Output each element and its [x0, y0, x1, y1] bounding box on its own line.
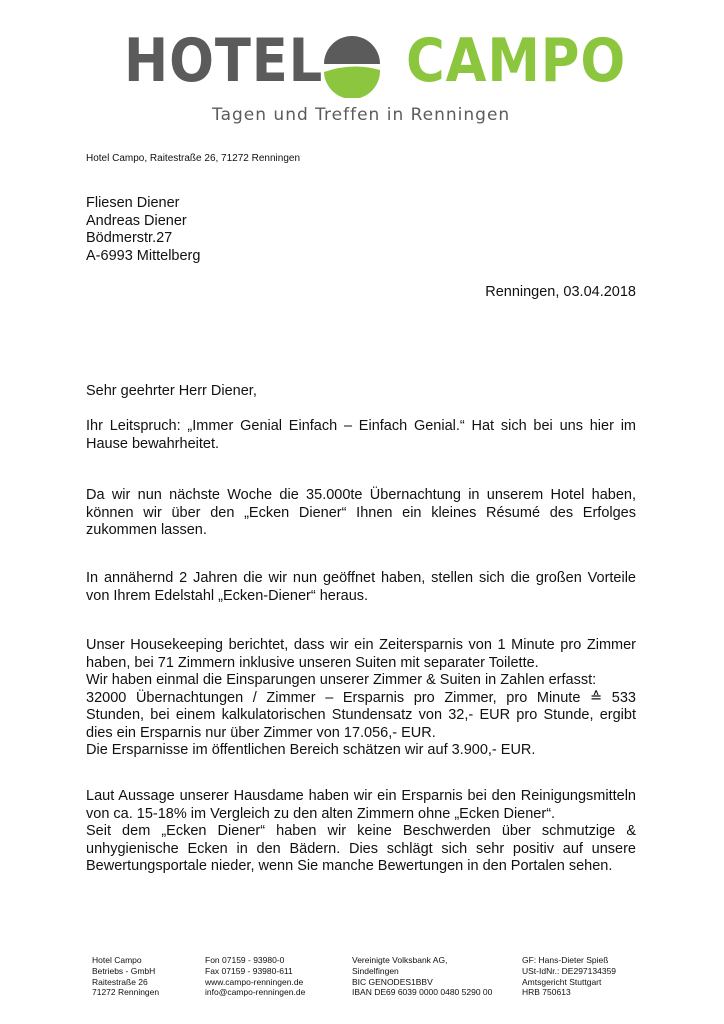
footer-line: info@campo-renningen.de	[205, 987, 306, 998]
sender-address-line: Hotel Campo, Raitestraße 26, 71272 Renningen	[86, 153, 301, 164]
paragraph-line: Ihr Leitspruch: „Immer Genial Einfach – Einfach Genial.“ Hat sich bei uns hier im Hause bewahrheitet.	[86, 418, 636, 452]
paragraph-line: Wir haben einmal die Einsparungen unserer Zimmer & Suiten in Zahlen erfasst:	[86, 672, 597, 688]
footer-line: IBAN DE69 6039 0000 0480 5290 00	[352, 987, 493, 998]
paragraph-5	[86, 788, 636, 876]
recipient-street: Bödmerstr.27	[86, 230, 173, 246]
footer-line: 71272 Renningen	[92, 987, 160, 998]
logo-tagline: Tagen und Treffen in Renningen	[212, 105, 511, 125]
paragraph-1	[86, 418, 636, 453]
footer-company	[92, 955, 159, 998]
paragraph-line: In annähernd 2 Jahren die wir nun geöffnet haben, stellen sich die großen Vorteile von Ihrem Edelstahl „Ecken-Diener“ heraus.	[86, 570, 636, 604]
logo-word-campo: CAMPO	[406, 26, 627, 96]
footer-line: Vereinigte Volksbank AG,	[352, 955, 448, 965]
footer-line: Hotel Campo	[92, 955, 142, 965]
footer-line: Betriebs - GmbH	[92, 965, 156, 976]
paragraph-line: Die Ersparnisse im öffentlichen Bereich schätzen wir auf 3.900,- EUR.	[86, 742, 536, 758]
footer-line: Fax 07159 - 93980-611	[205, 965, 293, 976]
footer-line: Fon 07159 - 93980-0	[205, 955, 285, 965]
recipient-city: A-6993 Mittelberg	[86, 247, 201, 264]
recipient-company: Fliesen Diener	[86, 195, 180, 211]
logo-mark-icon	[320, 34, 384, 98]
hotel-campo-logo	[120, 20, 627, 130]
footer-line: Amtsgericht Stuttgart	[522, 976, 602, 987]
paragraph-2	[86, 487, 636, 540]
footer-line: USt-IdNr.: DE297134359	[522, 965, 617, 976]
letter-date: Renningen, 03.04.2018	[485, 284, 636, 300]
footer-line: Raitestraße 26	[92, 976, 148, 987]
paragraph-line: Unser Housekeeping berichtet, dass wir ein Zeitersparnis von 1 Minute pro Zimmer haben, bei 71 Zimmern inklusive unseren Suiten mit separater Toilette.	[86, 637, 636, 671]
footer-contact	[205, 955, 305, 998]
footer-line: Sindelfingen	[352, 965, 399, 976]
footer-line: GF: Hans-Dieter Spieß	[522, 955, 609, 965]
footer-line: BIC GENODES1BBV	[352, 976, 433, 987]
footer-line: HRB 750613	[522, 987, 571, 998]
footer-line: www.campo-renningen.de	[205, 976, 304, 987]
salutation: Sehr geehrter Herr Diener,	[86, 383, 257, 399]
paragraph-line: 32000 Übernachtungen / Zimmer – Ersparnis pro Zimmer, pro Minute ≙ 533 Stunden, bei einem kalkulatorischen Stundensatz von 32,- EUR pro Stunde, ergibt dies ein Ersparnis nur über Zimmer von 17.056,- EUR.	[86, 689, 636, 741]
paragraph-line: Da wir nun nächste Woche die 35.000te Übernachtung in unserem Hotel haben, können wir über den „Ecken Diener“ Ihnen ein kleines Résumé des Erfolges zukommen lassen.	[86, 487, 636, 538]
paragraph-3	[86, 570, 636, 605]
paragraph-line: Seit dem „Ecken Diener“ haben wir keine Beschwerden über schmutzige & unhygienische Ecken in den Bädern. Dies schlägt sich sehr positiv auf unsere Bewertungsportale nieder, wenn Sie manche Bewertungen in den Portalen sehen.	[86, 823, 636, 874]
logo-word-hotel: HOTEL	[124, 26, 324, 96]
footer-bank	[352, 955, 492, 998]
paragraph-line: Laut Aussage unserer Hausdame haben wir ein Ersparnis bei den Reinigungsmitteln von ca. 15-18% im Vergleich zu den alten Zimmern ohne „Ecken Diener“.	[86, 788, 636, 822]
paragraph-4	[86, 637, 636, 760]
recipient-name: Andreas Diener	[86, 212, 187, 229]
footer-registry	[522, 955, 616, 998]
recipient-address	[86, 195, 200, 265]
